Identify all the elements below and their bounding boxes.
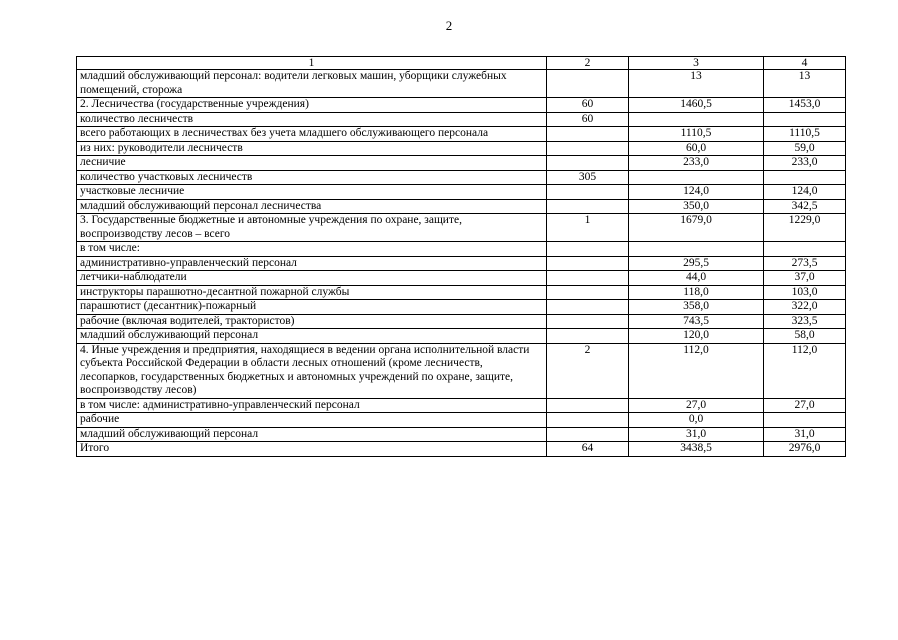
row-value-3-cell: 350,0 — [629, 199, 764, 214]
table-row — [77, 271, 846, 286]
row-count-cell: 2 — [547, 343, 629, 398]
row-value-4-cell: 37,0 — [764, 271, 846, 286]
row-count-cell: 305 — [547, 170, 629, 185]
row-count-cell — [547, 70, 629, 98]
staffing-table — [76, 56, 846, 457]
row-value-3-cell: 1679,0 — [629, 214, 764, 242]
table-row — [77, 442, 846, 457]
table-row — [77, 214, 846, 242]
row-value-3-cell: 124,0 — [629, 185, 764, 200]
row-count-cell: 1 — [547, 214, 629, 242]
row-count-cell — [547, 427, 629, 442]
row-value-4-cell: 1229,0 — [764, 214, 846, 242]
row-value-4-cell: 273,5 — [764, 256, 846, 271]
table-row — [77, 343, 846, 398]
row-value-3-cell: 1460,5 — [629, 98, 764, 113]
row-count-cell — [547, 185, 629, 200]
table-row — [77, 141, 846, 156]
row-value-3-cell — [629, 242, 764, 257]
table-row — [77, 127, 846, 142]
row-value-3-cell: 295,5 — [629, 256, 764, 271]
table-row — [77, 170, 846, 185]
row-value-3-cell: 44,0 — [629, 271, 764, 286]
row-count-cell — [547, 300, 629, 315]
row-count-cell — [547, 156, 629, 171]
row-value-3-cell: 31,0 — [629, 427, 764, 442]
row-label-cell: в том числе: административно-управленческий персонал — [77, 398, 547, 413]
table-row — [77, 70, 846, 98]
row-value-3-cell: 3438,5 — [629, 442, 764, 457]
row-value-3-cell: 27,0 — [629, 398, 764, 413]
table-row — [77, 329, 846, 344]
row-value-4-cell: 1110,5 — [764, 127, 846, 142]
row-value-4-cell: 124,0 — [764, 185, 846, 200]
row-label-cell: 3. Государственные бюджетные и автономные учреждения по охране, защите, воспроизводству лесов – всего — [77, 214, 547, 242]
row-value-3-cell: 233,0 — [629, 156, 764, 171]
table-row — [77, 285, 846, 300]
row-value-4-cell: 103,0 — [764, 285, 846, 300]
row-count-cell — [547, 127, 629, 142]
row-label-cell: 4. Иные учреждения и предприятия, находящиеся в ведении органа исполнительной власти субъекта Российской Федерации в области лесных отношений (кроме лесничеств, лесопарков, государственных бюджетных и автономных учреждений по охране, защите, воспроизводству лесов) — [77, 343, 547, 398]
row-value-3-cell — [629, 112, 764, 127]
row-count-cell — [547, 398, 629, 413]
row-label-cell: участковые лесничие — [77, 185, 547, 200]
row-label-cell: младший обслуживающий персонал — [77, 427, 547, 442]
row-count-cell — [547, 271, 629, 286]
row-count-cell: 64 — [547, 442, 629, 457]
row-value-4-cell: 322,0 — [764, 300, 846, 315]
row-value-4-cell: 112,0 — [764, 343, 846, 398]
row-value-4-cell — [764, 413, 846, 428]
row-count-cell: 60 — [547, 112, 629, 127]
row-label-cell: парашютист (десантник)-пожарный — [77, 300, 547, 315]
table-row — [77, 156, 846, 171]
row-label-cell: младший обслуживающий персонал: водители легковых машин, уборщики служебных помещений, сторожа — [77, 70, 547, 98]
table-row — [77, 98, 846, 113]
row-value-4-cell: 342,5 — [764, 199, 846, 214]
row-label-cell: рабочие (включая водителей, трактористов) — [77, 314, 547, 329]
row-value-3-cell: 60,0 — [629, 141, 764, 156]
row-label-cell: 2. Лесничества (государственные учреждения) — [77, 98, 547, 113]
row-value-4-cell: 27,0 — [764, 398, 846, 413]
column-header-1: 1 — [77, 57, 547, 70]
table-row — [77, 398, 846, 413]
table-row — [77, 185, 846, 200]
row-label-cell: всего работающих в лесничествах без учета младшего обслуживающего персонала — [77, 127, 547, 142]
row-value-4-cell — [764, 242, 846, 257]
table-row — [77, 256, 846, 271]
table-row — [77, 427, 846, 442]
row-label-cell: рабочие — [77, 413, 547, 428]
row-value-3-cell — [629, 170, 764, 185]
row-count-cell: 60 — [547, 98, 629, 113]
row-value-3-cell: 0,0 — [629, 413, 764, 428]
row-value-3-cell: 118,0 — [629, 285, 764, 300]
row-label-cell: летчики-наблюдатели — [77, 271, 547, 286]
row-value-4-cell: 2976,0 — [764, 442, 846, 457]
table-row — [77, 199, 846, 214]
column-header-2: 2 — [547, 57, 629, 70]
row-label-cell: количество участковых лесничеств — [77, 170, 547, 185]
row-value-3-cell: 1110,5 — [629, 127, 764, 142]
row-value-4-cell — [764, 112, 846, 127]
row-value-4-cell: 58,0 — [764, 329, 846, 344]
row-label-cell: инструкторы парашютно-десантной пожарной службы — [77, 285, 547, 300]
row-value-4-cell: 323,5 — [764, 314, 846, 329]
row-count-cell — [547, 256, 629, 271]
row-label-cell: административно-управленческий персонал — [77, 256, 547, 271]
column-header-3: 3 — [629, 57, 764, 70]
row-count-cell — [547, 242, 629, 257]
table-row — [77, 242, 846, 257]
row-label-cell: Итого — [77, 442, 547, 457]
row-value-4-cell: 31,0 — [764, 427, 846, 442]
row-value-3-cell: 743,5 — [629, 314, 764, 329]
column-header-4: 4 — [764, 57, 846, 70]
row-label-cell: в том числе: — [77, 242, 547, 257]
row-label-cell: младший обслуживающий персонал лесничества — [77, 199, 547, 214]
row-value-4-cell: 59,0 — [764, 141, 846, 156]
row-count-cell — [547, 314, 629, 329]
row-label-cell: лесничие — [77, 156, 547, 171]
row-value-4-cell: 1453,0 — [764, 98, 846, 113]
row-label-cell: из них: руководители лесничеств — [77, 141, 547, 156]
table-row — [77, 300, 846, 315]
table-row — [77, 413, 846, 428]
row-value-4-cell: 233,0 — [764, 156, 846, 171]
row-count-cell — [547, 199, 629, 214]
row-count-cell — [547, 141, 629, 156]
page-number: 2 — [445, 18, 453, 33]
row-label-cell: количество лесничеств — [77, 112, 547, 127]
table-row — [77, 112, 846, 127]
row-value-3-cell: 13 — [629, 70, 764, 98]
row-value-4-cell — [764, 170, 846, 185]
row-label-cell: младший обслуживающий персонал — [77, 329, 547, 344]
row-value-3-cell: 112,0 — [629, 343, 764, 398]
table-header-row — [77, 57, 846, 70]
row-value-4-cell: 13 — [764, 70, 846, 98]
row-value-3-cell: 358,0 — [629, 300, 764, 315]
row-value-3-cell: 120,0 — [629, 329, 764, 344]
table-row — [77, 314, 846, 329]
row-count-cell — [547, 285, 629, 300]
row-count-cell — [547, 413, 629, 428]
row-count-cell — [547, 329, 629, 344]
